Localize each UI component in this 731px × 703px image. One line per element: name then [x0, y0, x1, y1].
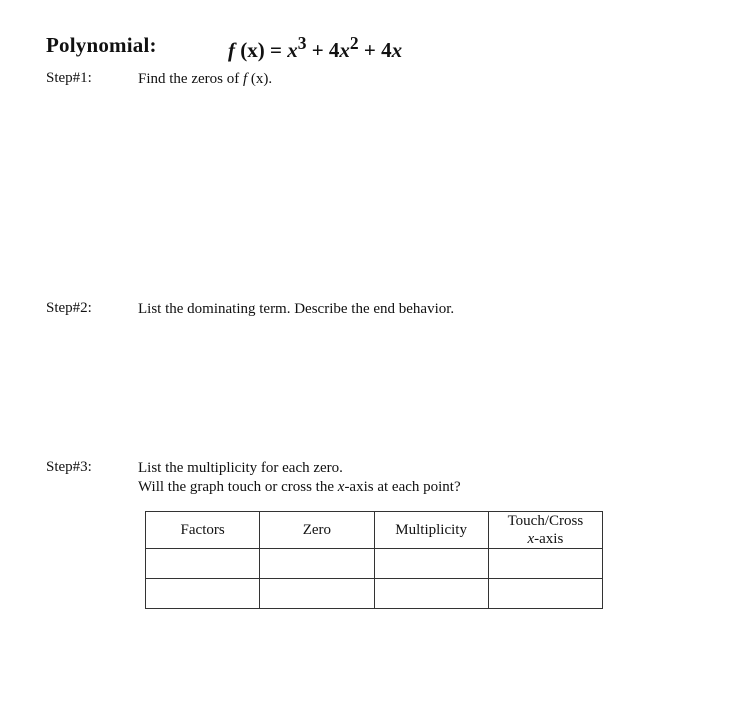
- step3-line2-variable: x: [337, 479, 345, 495]
- step1-function-name: f: [242, 71, 248, 87]
- header-factors: Factors: [146, 512, 260, 549]
- step2-label: Step#2:: [46, 300, 92, 316]
- header-touch-cross: [488, 512, 602, 549]
- table-cell[interactable]: [146, 579, 260, 609]
- formula-plus1: + 4: [306, 38, 340, 62]
- header-touch-cross-variable: x: [527, 531, 535, 547]
- step1-text-before: Find the zeros of: [138, 71, 243, 87]
- step3-instruction: [138, 459, 461, 497]
- table-cell[interactable]: [260, 549, 374, 579]
- zeros-table: [145, 511, 603, 609]
- formula-term1-base: x: [287, 38, 298, 62]
- header-multiplicity: Multiplicity: [374, 512, 488, 549]
- table-row: [146, 549, 603, 579]
- step3-line2-after: -axis at each point?: [344, 479, 461, 495]
- table-row: [146, 579, 603, 609]
- polynomial-formula: [228, 33, 402, 63]
- step1-instruction: [138, 70, 272, 89]
- table-header-row: [146, 512, 603, 549]
- step3-line2-before: Will the graph touch or cross the: [138, 479, 338, 495]
- table-cell[interactable]: [260, 579, 374, 609]
- formula-function-name: f: [228, 38, 235, 62]
- formula-term3-base: x: [391, 38, 403, 62]
- step1-text-after: (x).: [247, 71, 273, 87]
- formula-term2-base: x: [339, 38, 350, 62]
- formula-term1-exponent: 3: [297, 33, 307, 53]
- step2-instruction: List the dominating term. Describe the end behavior.: [138, 301, 455, 317]
- formula-term2-exponent: 2: [349, 33, 359, 53]
- table-cell[interactable]: [146, 549, 260, 579]
- step3-line2: [138, 478, 461, 497]
- table-cell[interactable]: [374, 579, 488, 609]
- header-touch-cross-line2: -axis: [534, 531, 564, 547]
- formula-lhs: (x) =: [235, 38, 288, 62]
- page-title: Polynomial:: [46, 33, 157, 57]
- table-cell[interactable]: [488, 579, 602, 609]
- table-cell[interactable]: [374, 549, 488, 579]
- header-touch-cross-line1: Touch/Cross: [507, 513, 584, 529]
- header-zero: Zero: [260, 512, 374, 549]
- step3-line1: List the multiplicity for each zero.: [138, 460, 343, 476]
- formula-plus2: + 4: [358, 38, 392, 62]
- step1-label: Step#1:: [46, 70, 92, 86]
- table-cell[interactable]: [488, 549, 602, 579]
- step3-label: Step#3:: [46, 459, 92, 475]
